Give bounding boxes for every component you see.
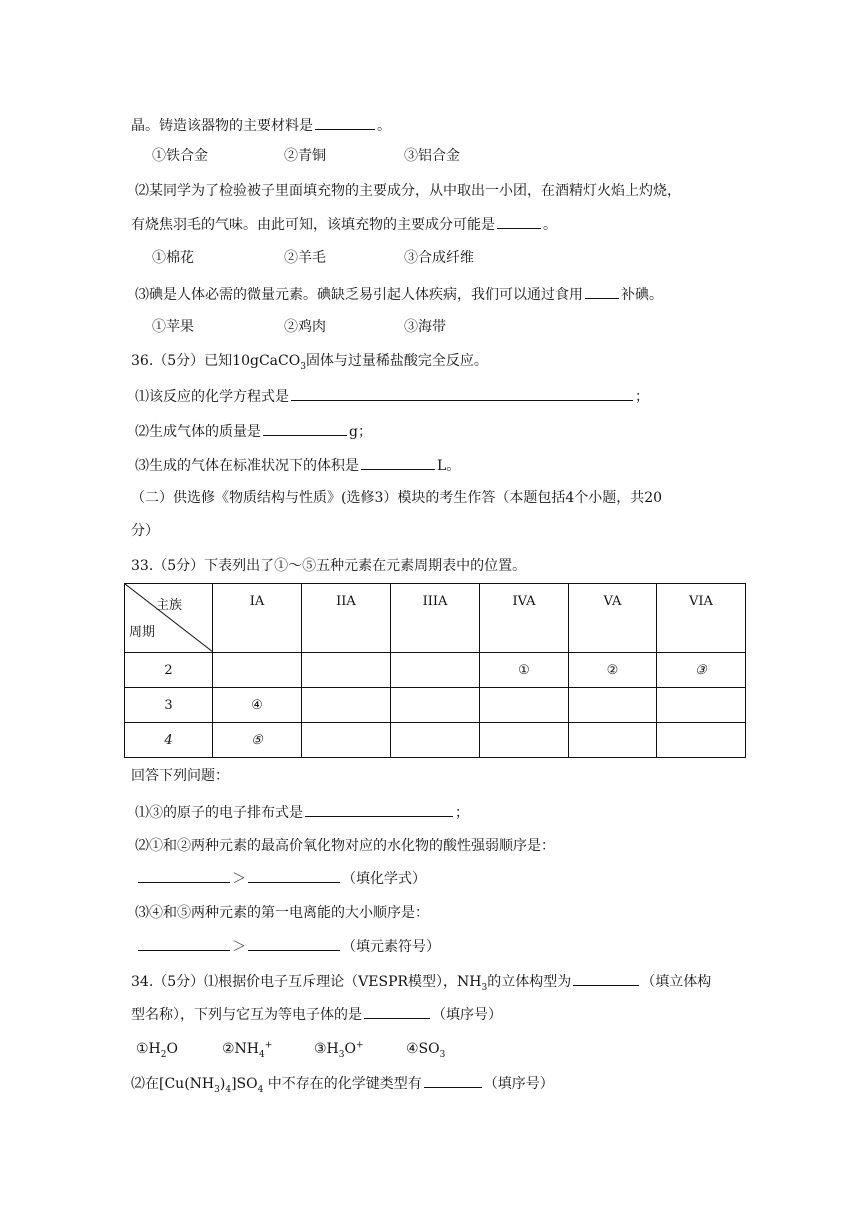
table-cell: ③: [657, 653, 746, 688]
table-cell: ①: [480, 653, 569, 688]
option[interactable]: ①铁合金: [152, 148, 208, 164]
periodic-table: [124, 583, 746, 758]
corner-label-period: 周期: [129, 625, 156, 640]
table-header: IIIA: [391, 584, 480, 653]
question-stem-material: 晶。铸造该器物的主要材料是 。: [131, 115, 391, 136]
table-cell: [657, 688, 746, 723]
option[interactable]: ②鸡肉: [284, 319, 326, 335]
option[interactable]: $①H_2O$: [136, 1041, 178, 1060]
question-33-part1: ⑴③的原子的电子排布式是 ；: [135, 802, 469, 823]
table-cell: [480, 723, 569, 758]
question-34-line2: 型名称），下列与它互为等电子体的是 （填序号）: [131, 1004, 502, 1025]
answer-blank[interactable]: [573, 971, 639, 986]
answer-blank[interactable]: [585, 284, 619, 299]
options-row: [152, 317, 552, 337]
option[interactable]: ②青铜: [284, 148, 326, 164]
answer-blank[interactable]: [248, 868, 340, 883]
question-34-line1: 34.（5分）⑴根据价电子互斥理论（VESPR模型），$NH_3$的立体构型为 （填立体构: [131, 971, 711, 992]
table-cell: [391, 653, 480, 688]
period-cell: 2: [125, 653, 213, 688]
answer-blank[interactable]: [138, 936, 230, 951]
question-36-part2: ⑵生成气体的质量是 g；: [135, 421, 372, 442]
answer-blank[interactable]: [361, 455, 435, 470]
table-header: IA: [213, 584, 302, 653]
table-row: [125, 653, 746, 688]
table-row: [125, 688, 746, 723]
table-cell: [569, 688, 657, 723]
question-36-part1: ⑴该反应的化学方程式是 ；: [135, 386, 649, 407]
period-cell: 3: [125, 688, 213, 723]
question-33-part2-answer: ＞ （填化学式）: [136, 868, 426, 889]
option[interactable]: $④SO_3$: [406, 1041, 446, 1060]
option[interactable]: ①棉花: [152, 250, 194, 266]
option[interactable]: ③合成纤维: [404, 250, 474, 266]
table-cell: [391, 723, 480, 758]
answer-blank[interactable]: [291, 386, 633, 401]
table-cell: [302, 688, 391, 723]
question-35-2-line2: 有烧焦羽毛的气味。由此可知，该填充物的主要成分可能是 。: [131, 214, 557, 235]
section-heading-line2: 分）: [131, 523, 159, 539]
table-corner-cell: [125, 584, 213, 653]
option[interactable]: ③海带: [404, 319, 446, 335]
answer-intro: 回答下列问题：: [131, 768, 229, 784]
section-heading-line1: （二）供选修《物质结构与性质》(选修3）模块的考生作答（本题包括4个小题，共20: [131, 490, 663, 506]
period-cell: 4: [125, 723, 213, 758]
table-cell: ④: [213, 688, 302, 723]
table-cell: [302, 723, 391, 758]
question-34-part2: ⑵在$[Cu(NH_3)_4]SO_4$ 中不存在的化学键类型有 （填序号）: [131, 1073, 554, 1094]
option[interactable]: $③H_3O^+$: [314, 1040, 364, 1060]
question-35-3: ⑶碘是人体必需的微量元素。碘缺乏易引起人体疾病，我们可以通过食用 补碘。: [135, 284, 663, 305]
table-cell: [569, 723, 657, 758]
table-cell: [391, 688, 480, 723]
question-33-stem: 33.（5分）下表列出了①～⑤五种元素在元素周期表中的位置。: [131, 558, 527, 574]
table-cell: ②: [569, 653, 657, 688]
question-33-part3: ⑶④和⑤两种元素的第一电离能的大小顺序是：: [135, 905, 429, 921]
answer-blank[interactable]: [497, 214, 541, 229]
options-row: [152, 248, 552, 268]
table-header: VIA: [657, 584, 746, 653]
answer-blank[interactable]: [248, 936, 340, 951]
options-row: [136, 1039, 556, 1059]
answer-blank[interactable]: [263, 421, 347, 436]
options-row: [152, 146, 552, 166]
table-header: IVA: [480, 584, 569, 653]
table-header: IIA: [302, 584, 391, 653]
table-row: [125, 723, 746, 758]
answer-blank[interactable]: [424, 1073, 482, 1088]
option[interactable]: ③铝合金: [404, 148, 460, 164]
table-cell: [302, 653, 391, 688]
answer-blank[interactable]: [138, 868, 230, 883]
answer-blank[interactable]: [315, 115, 375, 130]
question-36-stem: 36.（5分）已知10gCaCO$_3$固体与过量稀盐酸完全反应。: [131, 353, 488, 372]
table-cell: ⑤: [213, 723, 302, 758]
option[interactable]: $②NH_4^+$: [222, 1040, 273, 1060]
option[interactable]: ②羊毛: [284, 250, 326, 266]
option[interactable]: ①苹果: [152, 319, 194, 335]
question-36-part3: ⑶生成的气体在标准状况下的体积是 L。: [135, 455, 460, 476]
answer-blank[interactable]: [305, 802, 453, 817]
table-header: VA: [569, 584, 657, 653]
question-33-part3-answer: ＞ （填元素符号）: [136, 936, 440, 957]
answer-blank[interactable]: [364, 1004, 430, 1019]
corner-label-group: 主族: [155, 598, 182, 613]
table-cell: [480, 688, 569, 723]
table-cell: [213, 653, 302, 688]
table-cell: [657, 723, 746, 758]
question-35-2-line1: ⑵某同学为了检验被子里面填充物的主要成分，从中取出一小团，在酒精灯火焰上灼烧，: [135, 183, 681, 199]
question-33-part2: ⑵①和②两种元素的最高价氧化物对应的水化物的酸性强弱顺序是：: [135, 838, 555, 854]
